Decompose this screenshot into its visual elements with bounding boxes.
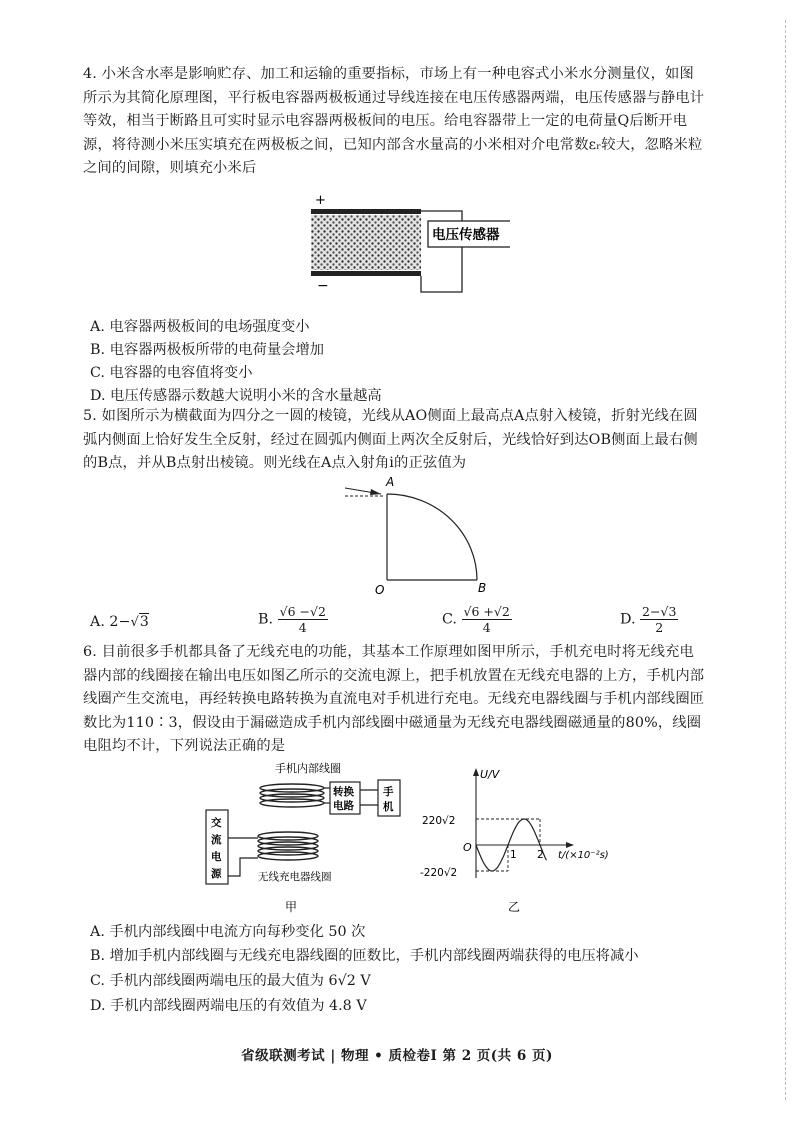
charger-coil <box>258 832 318 860</box>
q6-figure-jia <box>200 758 415 918</box>
y-min-label: -220√2 <box>420 867 458 879</box>
y-axis-label: U/V <box>480 768 500 781</box>
bottom-plate <box>311 271 421 276</box>
q4-option-c: C. 电容器的电容值将变小 <box>90 365 253 381</box>
arc-AB <box>387 494 477 580</box>
phone-coil-label: 手机内部线圈 <box>275 762 341 775</box>
phone-label-1: 手 <box>383 786 394 798</box>
phone-label-2: 机 <box>383 801 394 813</box>
charger-coil-label: 无线充电器线圈 <box>258 871 332 883</box>
tick-2: 2 <box>537 849 544 861</box>
q4-stem: 4. 小米含水率是影响贮存、加工和运输的重要指标，市场上有一种电容式小米水分测量仪，如图所示为其简化原理图，平行板电容器两极板通过导线连接在电压传感器两端，电压传感器与静电计等效，相当于断路且可实时显示电容器两极板间的电压。给电容器带上一定的电荷量Q后断开电源，将待测小米压实填充在两极板之间，已知内部含水量高的小米相对介电常数εᵣ较大，忽略米粒之间的间隙，则填充小米后 <box>83 66 705 176</box>
q5-stem: 5. 如图所示为横截面为四分之一圆的棱镜，光线从AO侧面上最高点A点射入棱镜，折射光线在圆弧内侧面上恰好发生全反射，经过在圆弧内侧面上两次全反射后，光线恰好到达OB侧面上最右侧的B点，并从B点射出棱镜。则光线在A点入射角i的正弦值为 <box>83 408 698 471</box>
caption-jia: 甲 <box>285 900 298 914</box>
voltage-sensor-label: 电压传感器 <box>432 227 500 243</box>
x-axis-label: t/(×10⁻²s) <box>558 850 609 861</box>
caption-yi: 乙 <box>508 900 521 914</box>
minus-sign: − <box>317 278 329 294</box>
q6-option-b: B. 增加手机内部线圈与无线充电器线圈的匝数比，手机内部线圈两端获得的电压将减小 <box>90 948 639 964</box>
q5-option-a: A. 2−√3 <box>90 614 149 630</box>
q5-prism-figure <box>325 470 500 598</box>
q4-option-a: A. 电容器两极板间的电场强度变小 <box>90 319 310 335</box>
millet-fill <box>311 215 421 270</box>
ac-label-2: 流 <box>211 834 222 846</box>
converter-label-2: 电路 <box>333 800 354 812</box>
ac-label-1: 交 <box>211 817 222 829</box>
y-max-label: 220√2 <box>422 815 456 827</box>
origin-label: O <box>463 841 472 854</box>
q6-option-c: C. 手机内部线圈两端电压的最大值为 6√2 V <box>90 973 371 989</box>
label-O: O <box>375 583 385 597</box>
ac-label-4: 源 <box>211 868 222 880</box>
label-B: B <box>478 581 487 595</box>
top-plate <box>311 209 421 214</box>
phone-coil <box>260 784 324 807</box>
label-A: A <box>386 475 395 489</box>
q4-capacitor-figure <box>305 188 510 300</box>
q6-figure-yi <box>420 758 620 918</box>
converter-label-1: 转换 <box>333 786 354 798</box>
q6-stem: 6. 目前很多手机都具备了无线充电的功能，其基本工作原理如图甲所示，手机充电时将无线充电器内部的线圈接在输出电压如图乙所示的交流电源上，把手机放置在无线充电器的上方，手机内部线圈产生交流电，再经转换电路转换为直流电对手机进行充电。无线充电器线圈与手机内部线圈匝数比为110∶3，假设由于漏磁造成手机内部线圈中磁通量为无线充电器线圈磁通量的80%，线圈电阻均不计，下列说法正确的是 <box>83 644 705 754</box>
q5-option-b: B. $\frac{√6 -√2}{4}$ <box>258 604 326 635</box>
tick-1: 1 <box>510 849 517 861</box>
q4-option-b: B. 电容器两极板所带的电荷量会增加 <box>90 342 325 358</box>
q6-option-d: D. 手机内部线圈两端电压的有效值为 4.8 V <box>90 998 367 1014</box>
q4-option-d: D. 电压传感器示数越大说明小米的含水量越高 <box>90 388 382 404</box>
plus-sign: + <box>315 193 326 208</box>
q6-option-a: A. 手机内部线圈中电流方向每秒变化 50 次 <box>90 924 366 940</box>
ac-label-3: 电 <box>211 851 222 863</box>
q5-option-c: C. $\frac{√6 +√2}{4}$ <box>442 604 510 635</box>
q5-option-d: D. $\frac{2-√3}{2}$ <box>620 604 677 635</box>
page-footer: 省级联测考试 | 物理 • 质检卷Ⅰ 第 2 页(共 6 页) <box>241 1048 553 1064</box>
page-margin-dashed-line <box>785 20 786 1100</box>
